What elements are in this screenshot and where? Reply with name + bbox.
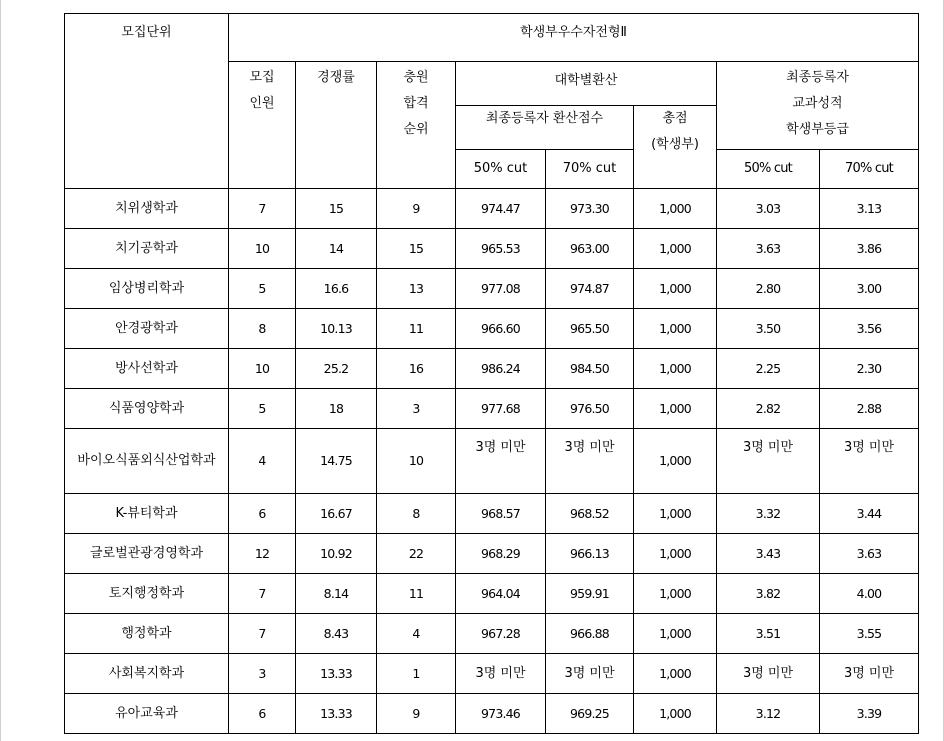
- table-row: [65, 389, 919, 429]
- competition-rate: 18: [296, 389, 377, 429]
- grade-cut50: 3.50: [717, 309, 820, 349]
- grade-cut50: 2.25: [717, 349, 820, 389]
- score-cut50: 964.04: [456, 574, 546, 614]
- total-score: 1,000: [634, 574, 717, 614]
- grade-cut70: 3.86: [820, 229, 919, 269]
- grade-cut50: 3명 미만: [717, 429, 820, 494]
- waitlist-rank: 9: [377, 189, 456, 229]
- table-row: [65, 309, 919, 349]
- grade-cut70: 3.39: [820, 694, 919, 734]
- total-score: 1,000: [634, 229, 717, 269]
- total-score: 1,000: [634, 189, 717, 229]
- admission-results-table: [64, 13, 919, 734]
- grade-cut50: 3.43: [717, 534, 820, 574]
- recruit-count: 10: [229, 229, 296, 269]
- score-cut70: 984.50: [546, 349, 634, 389]
- recruit-count: 3: [229, 654, 296, 694]
- table-row: [65, 494, 919, 534]
- score-cut70: 966.88: [546, 614, 634, 654]
- score-cut50: 968.57: [456, 494, 546, 534]
- grade-cut70: 3.56: [820, 309, 919, 349]
- competition-rate: 13.33: [296, 694, 377, 734]
- recruit-count: 10: [229, 349, 296, 389]
- grade-cut70: 3.55: [820, 614, 919, 654]
- score-cut50: 977.68: [456, 389, 546, 429]
- recruit-count: 6: [229, 694, 296, 734]
- grade-cut70: 2.88: [820, 389, 919, 429]
- competition-rate: 25.2: [296, 349, 377, 389]
- score-cut50: 967.28: [456, 614, 546, 654]
- grade-cut70: 3.44: [820, 494, 919, 534]
- header-track: 학생부우수자전형Ⅱ: [229, 14, 919, 62]
- score-cut70: 968.52: [546, 494, 634, 534]
- table-row: [65, 429, 919, 494]
- competition-rate: 15: [296, 189, 377, 229]
- table-row: [65, 349, 919, 389]
- dept-name: 치위생학과: [65, 189, 229, 229]
- competition-rate: 16.6: [296, 269, 377, 309]
- header-score-cut50: 50% cut: [456, 150, 546, 189]
- header-final-grades: 최종등록자 교과성적 학생부등급: [717, 62, 919, 150]
- waitlist-rank: 15: [377, 229, 456, 269]
- grade-cut50: 3.51: [717, 614, 820, 654]
- dept-name: 바이오식품외식산업학과: [65, 429, 229, 494]
- grade-cut70: 3.00: [820, 269, 919, 309]
- competition-rate: 8.14: [296, 574, 377, 614]
- grade-cut50: 2.82: [717, 389, 820, 429]
- waitlist-rank: 4: [377, 614, 456, 654]
- dept-name: 방사선학과: [65, 349, 229, 389]
- waitlist-rank: 8: [377, 494, 456, 534]
- total-score: 1,000: [634, 614, 717, 654]
- table-row: [65, 574, 919, 614]
- score-cut70: 973.30: [546, 189, 634, 229]
- waitlist-rank: 16: [377, 349, 456, 389]
- dept-name: 치기공학과: [65, 229, 229, 269]
- grade-cut50: 3.12: [717, 694, 820, 734]
- score-cut70: 963.00: [546, 229, 634, 269]
- page-border-left: [0, 0, 1, 741]
- waitlist-rank: 13: [377, 269, 456, 309]
- waitlist-rank: 10: [377, 429, 456, 494]
- header-grade-cut70: 70% cut: [820, 150, 919, 189]
- header-unit: 모집단위: [65, 14, 229, 189]
- total-score: 1,000: [634, 694, 717, 734]
- table-row: [65, 694, 919, 734]
- score-cut50: 986.24: [456, 349, 546, 389]
- grade-cut50: 2.80: [717, 269, 820, 309]
- score-cut70: 3명 미만: [546, 429, 634, 494]
- waitlist-rank: 1: [377, 654, 456, 694]
- score-cut70: 976.50: [546, 389, 634, 429]
- grade-cut70: 3.13: [820, 189, 919, 229]
- dept-name: 유아교육과: [65, 694, 229, 734]
- competition-rate: 14: [296, 229, 377, 269]
- recruit-count: 7: [229, 574, 296, 614]
- score-cut50: 977.08: [456, 269, 546, 309]
- recruit-count: 5: [229, 269, 296, 309]
- recruit-count: 8: [229, 309, 296, 349]
- total-score: 1,000: [634, 309, 717, 349]
- grade-cut70: 3.63: [820, 534, 919, 574]
- grade-cut50: 3.63: [717, 229, 820, 269]
- score-cut70: 959.91: [546, 574, 634, 614]
- grade-cut50: 3.82: [717, 574, 820, 614]
- recruit-count: 6: [229, 494, 296, 534]
- header-univ-conversion: 대학별환산: [456, 62, 717, 106]
- score-cut70: 974.87: [546, 269, 634, 309]
- grade-cut70: 4.00: [820, 574, 919, 614]
- score-cut50: 968.29: [456, 534, 546, 574]
- grade-cut70: 2.30: [820, 349, 919, 389]
- header-total-score: 총점 (학생부): [634, 106, 717, 189]
- waitlist-rank: 11: [377, 574, 456, 614]
- score-cut50: 3명 미만: [456, 654, 546, 694]
- competition-rate: 13.33: [296, 654, 377, 694]
- competition-rate: 10.92: [296, 534, 377, 574]
- competition-rate: 10.13: [296, 309, 377, 349]
- grade-cut50: 3.03: [717, 189, 820, 229]
- header-recruit: 모집 인원: [229, 62, 296, 189]
- dept-name: 토지행정학과: [65, 574, 229, 614]
- recruit-count: 7: [229, 189, 296, 229]
- score-cut50: 966.60: [456, 309, 546, 349]
- total-score: 1,000: [634, 269, 717, 309]
- total-score: 1,000: [634, 534, 717, 574]
- table-row: [65, 269, 919, 309]
- total-score: 1,000: [634, 654, 717, 694]
- total-score: 1,000: [634, 389, 717, 429]
- dept-name: K-뷰티학과: [65, 494, 229, 534]
- score-cut50: 3명 미만: [456, 429, 546, 494]
- table-row: [65, 654, 919, 694]
- dept-name: 임상병리학과: [65, 269, 229, 309]
- competition-rate: 16.67: [296, 494, 377, 534]
- grade-cut50: 3명 미만: [717, 654, 820, 694]
- score-cut50: 973.46: [456, 694, 546, 734]
- competition-rate: 8.43: [296, 614, 377, 654]
- table-row: [65, 534, 919, 574]
- dept-name: 안경광학과: [65, 309, 229, 349]
- header-grade-cut50: 50% cut: [717, 150, 820, 189]
- recruit-count: 4: [229, 429, 296, 494]
- grade-cut50: 3.32: [717, 494, 820, 534]
- dept-name: 사회복지학과: [65, 654, 229, 694]
- header-final-score: 최종등록자 환산점수: [456, 106, 634, 150]
- waitlist-rank: 9: [377, 694, 456, 734]
- waitlist-rank: 11: [377, 309, 456, 349]
- total-score: 1,000: [634, 494, 717, 534]
- dept-name: 행정학과: [65, 614, 229, 654]
- table-row: [65, 229, 919, 269]
- total-score: 1,000: [634, 429, 717, 494]
- recruit-count: 5: [229, 389, 296, 429]
- grade-cut70: 3명 미만: [820, 654, 919, 694]
- recruit-count: 7: [229, 614, 296, 654]
- score-cut70: 966.13: [546, 534, 634, 574]
- header-competition: 경쟁률: [296, 62, 377, 189]
- header-score-cut70: 70% cut: [546, 150, 634, 189]
- score-cut50: 974.47: [456, 189, 546, 229]
- table-row: [65, 189, 919, 229]
- waitlist-rank: 22: [377, 534, 456, 574]
- recruit-count: 12: [229, 534, 296, 574]
- dept-name: 글로벌관광경영학과: [65, 534, 229, 574]
- grade-cut70: 3명 미만: [820, 429, 919, 494]
- score-cut70: 969.25: [546, 694, 634, 734]
- total-score: 1,000: [634, 349, 717, 389]
- table-row: [65, 614, 919, 654]
- score-cut70: 965.50: [546, 309, 634, 349]
- score-cut50: 965.53: [456, 229, 546, 269]
- dept-name: 식품영양학과: [65, 389, 229, 429]
- header-waitlist: 충원 합격 순위: [377, 62, 456, 189]
- competition-rate: 14.75: [296, 429, 377, 494]
- score-cut70: 3명 미만: [546, 654, 634, 694]
- waitlist-rank: 3: [377, 389, 456, 429]
